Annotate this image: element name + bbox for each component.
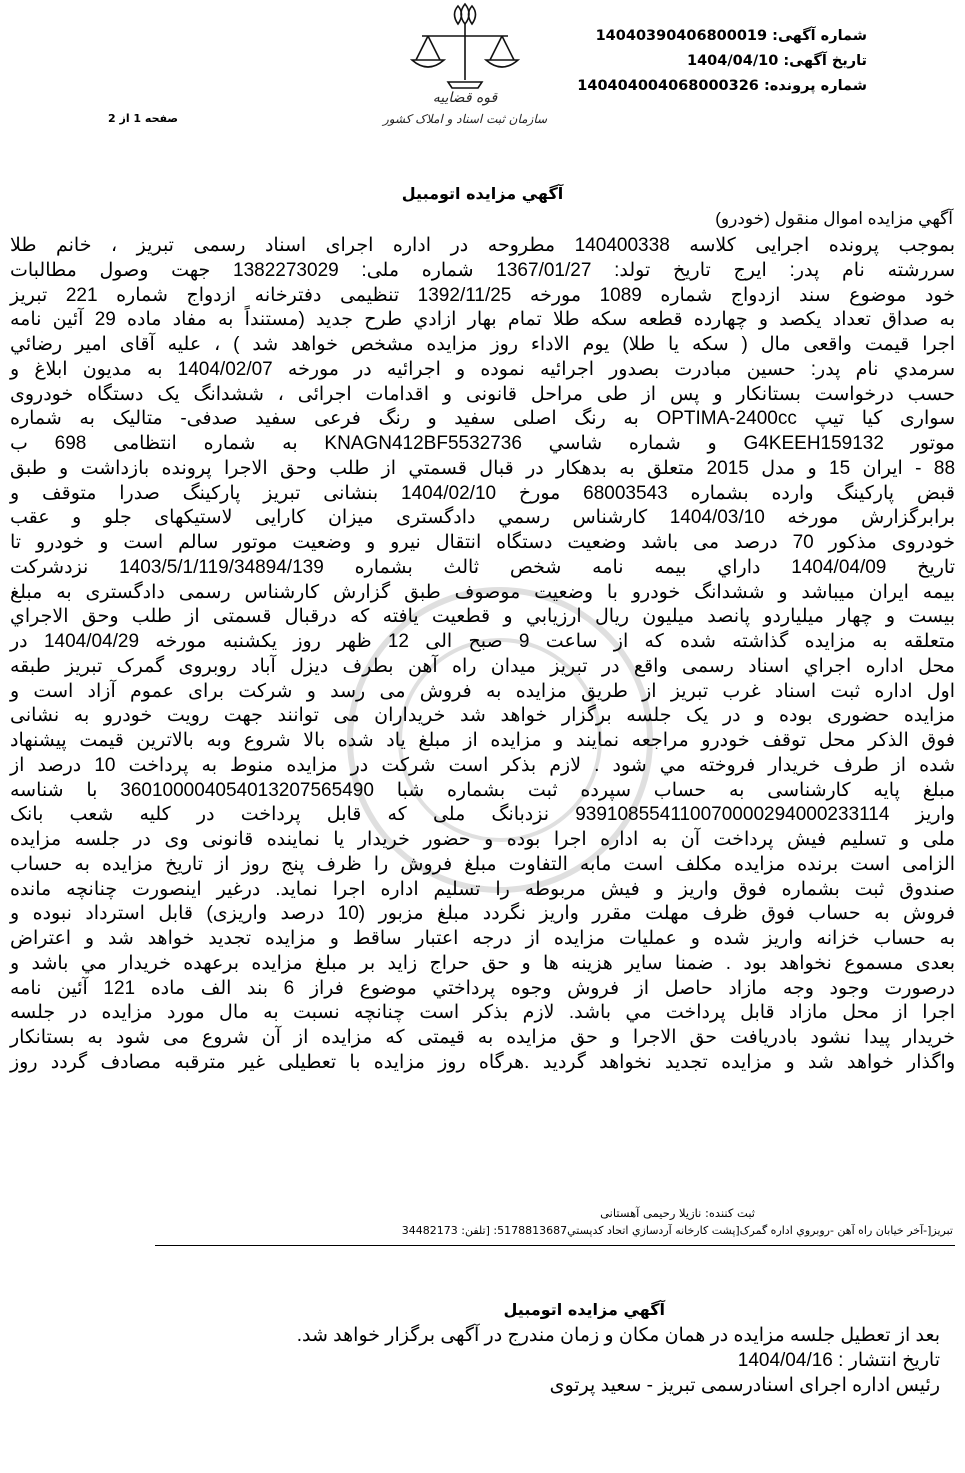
publish-date-label: تاریخ انتشار : — [838, 1350, 940, 1371]
body-line: ملی و تسلیم فیش پرداخت آن به اداره اجرا بوده و حضور خریدار یا نماینده قانونی وی در جلسه مزایده — [10, 829, 955, 850]
body-line: سرمدي نام پدر: حسین مبادرت بصدور اجرائیه نموده و اجرائیه در مورخه 1404/02/07 به مدیون ابلاغ و — [10, 358, 955, 380]
publish-date: 1404/04/16 — [737, 1350, 833, 1371]
scales-of-justice-icon — [360, 2, 570, 92]
body-line: مبلغ پایه کارشناسی به حساب سپرده ثبت بشماره شبا 360100004054013207565490 با شناسه — [10, 779, 956, 801]
ad-date-row — [567, 49, 867, 74]
body-line: بیست و چهار میلیاردو پانصد میلیون ریال ارزیابي و قطعیت یافته که درقبال قسمتی از طلب وحق الاجراي — [10, 606, 955, 628]
submitter-line — [600, 1206, 755, 1220]
body-line: به صداق تعداد یکصد و چهارده قطعه سکه طلا تمام بهار ازادي طرح جدید (مستنداً به مفاد ماده 29 آئین نامه — [10, 309, 955, 331]
body-line: فوق الذکر محل توقف خودرو مراجعه نمایند و مزایده از مبلغ یاد شده بالا شروع وبه بالاترین قیمت پیشنهاد — [10, 730, 955, 751]
file-number: 140404004068000326 — [577, 78, 759, 94]
ad-date: 1404/04/10 — [687, 53, 779, 69]
body-line: اجرا قیمت واقعی مال ( سکه یا طلا) یوم الاداء روز مزایده مشخص خواهد شد ) ، علیه آقای امیر رضائي — [10, 334, 955, 355]
intro-line: آگهي مزايده اموال منقول (خودرو) — [715, 209, 953, 228]
body-line: درصورت وجود وجه مازاد حاصل از فروش وجوه پرداختي موضوع فراز 6 بند الف ماده 121 آئین نامه — [10, 977, 955, 999]
body-line: الزامی است برنده مزایده مکلف است مابه التفاوت مبلغ فروش را ظرف پنج روز از تاریخ مزایده به حساب — [10, 853, 955, 875]
judiciary-emblem — [360, 2, 570, 152]
body-line: مزایده حضوری بوده و در یک جلسه برگزار خواهد شد خریداران می توانند جهت رویت خودرو به نشانی — [10, 705, 955, 727]
body-line: اجرا از محل مازاد قابل پرداخت مي باشد. لازم بذکر است چنانچه نسبت به مال مورد مزایده در جلسه — [10, 1002, 955, 1024]
submitter-label: ثبت کننده: — [705, 1206, 755, 1220]
body-line: برابرگزارش مورخه 1404/03/10 کارشناس رسمي دادگستری میزان کارایی لاستیکهای جلو و عقب — [10, 507, 955, 529]
body-line: بموجب پرونده اجرایی کلاسه 140400338 مطروحه در اداره اجرای اسناد رسمی تبریز ، خانم طلا — [10, 235, 955, 256]
emblem-caption-registry: سازمان ثبت اسناد و املاک کشور — [382, 112, 548, 126]
body-line: خود موضوع سند ازدواج شماره 1089 مورخه 1392/11/25 تنظیمی دفترخانه ازدواج شماره 221 تبریز — [10, 284, 955, 306]
body-line: به حساب خزانه واریز شده و عملیات مزایده از درجه اعتبار ساقط و مزایده تجدید خواهد شد و اعتراض — [10, 928, 955, 949]
signature: رئیس اداره اجرای اسنادرسمی تبریز - سعید پرتوی — [549, 1375, 940, 1396]
body-line: بعدی مسموع نخواهد بود . ضمنا سایر هزینه ها و حق حراج زاید بر مبلغ مزایده برعهده خریدار مي باشد و — [10, 952, 955, 974]
submitter-name: نازیلا رحیمی آهستانی — [600, 1206, 702, 1220]
body-line: خریدار پیدا نشود بادریافت حق الاجرا و حق مزایده به قیمتی که مزایده از آن شروع می شود به بستانکار — [10, 1027, 955, 1048]
body-line: 88 - ایران 15 و مدل 2015 متعلق به بدهکار در قبال قسمتي از طلب وحق الاجرا پرونده بازداشت و طبق — [10, 457, 956, 479]
second-notice-title: آگهي مزايده اتومبيل — [503, 1300, 665, 1319]
body-line: واگذار خواهد شد و مزایده تجدید نخواهد گردید .هرگاه روز مزایده با تعطیلی غیر مترقبه مصادف گردد روز — [10, 1051, 955, 1073]
second-notice — [297, 1323, 940, 1398]
office-address: تبریز[-آخر خیابان راه آهن -روبروي اداره گمرک[پشت کارخانه آردسازي اتحاد کدپستي5178813687: [تلفن: 34482173 — [401, 1224, 953, 1237]
body-line: موتور G4KEEH159132 و شماره شاسي KNAGN412BF5532736 به شماره انتظامی 698 ب — [10, 433, 955, 454]
ad-metadata — [567, 24, 867, 99]
body-line: سواری کیا تیپ OPTIMA-2400cc به رنگ اصلی سفید و رنگ فرعی سفید صدفی- متالیک به شماره — [10, 408, 955, 430]
body-line: سررشته نام پدر: ایرج تاریخ تولد: 1367/01/27 شماره ملی: 1382273029 جهت وصول مطالبات — [10, 259, 955, 281]
body-line: شده از طرف خریدار فروخته مي شود . لازم بذکر است شرکت در مزایده منوط به پرداخت 10 درصد از — [10, 754, 955, 776]
body-line: حسب درخواست بستانکار و پس از طی مراحل قانونی و اقدامات اجرائی ، ششدانگ یک دستگاه خودروی — [10, 383, 955, 405]
page-number: صفحه 1 از 2 — [108, 112, 179, 125]
ad-number: 14040390406800019 — [595, 28, 768, 44]
body-line: خودروی مذکور 70 درصد می باشد وضعیت دستگاه انتقال نیرو و وضعیت موتور سالم است و خودرو تا — [10, 532, 955, 553]
body-line: واریز 939108554110070000294000233114 نزدبانگ ملی که قابل پرداخت در کلیه شعب بانک — [10, 804, 955, 826]
body-line: متعلقه به مزایده گذاشته شده که از ساعت 9 صبح الی 12 ظهر روز یکشنبه مورخه 1404/04/29 در — [10, 631, 955, 652]
auction-body-text — [10, 234, 955, 1076]
body-line: قبض پارکینگ وارده بشماره 68003543 مورخ 1404/02/10 بنشانی تبریز پارکینگ صدرا متوقف و — [10, 482, 955, 504]
body-line: اول اداره ثبت اسناد غرب تبریز از طریق مزایده به فروش می رسد و شرکت برای عموم آزاد است و — [10, 680, 955, 702]
body-line: فروش به حساب فوق ظرف مهلت مقرر واریز نگردد مبلغ مزبور (10 درصد واریزی) قابل استرداد نبوده و — [10, 903, 955, 925]
document-title: آگهي مزايده اتومبيل — [401, 184, 564, 203]
ad-date-label: تاریخ آگهی: — [783, 53, 867, 69]
body-line: بیمه ایران میباشد و ششدانگ خودرو با وضعیت موصوف طبق گزارش کارشناس رسمی دادگستری به مبلغ — [10, 581, 955, 603]
body-line: صندوق ثبت بشماره فوق واریز و فیش مربوطه را تسلیم اداره اجرا نماید. درغیر اینصورت چنانچه مانده — [10, 878, 955, 900]
ad-number-label: شماره آگهی: — [772, 28, 867, 44]
file-number-row — [567, 74, 867, 99]
ad-number-row — [567, 24, 867, 49]
publish-date-row — [297, 1348, 940, 1373]
file-number-label: شماره پرونده: — [763, 78, 867, 94]
second-notice-text: بعد از تعطیل جلسه مزایده در همان مکان و زمان مندرج در آگهی برگزار خواهد شد. — [296, 1325, 940, 1346]
body-line: تاریخ 1404/04/09 داراي بیمه نامه شخص ثالث بشماره 1403/5/1/119/34894/139 نزدشرکت — [10, 556, 955, 578]
body-line: محل اداره اجراي اسناد رسمی واقع در تبریز میدان راه آهن بطرف دیزل آباد روبروی گمرک تبریز طبقه — [10, 655, 955, 677]
divider — [155, 1245, 955, 1246]
emblem-caption-judiciary: قوه قضاییه — [432, 90, 498, 106]
